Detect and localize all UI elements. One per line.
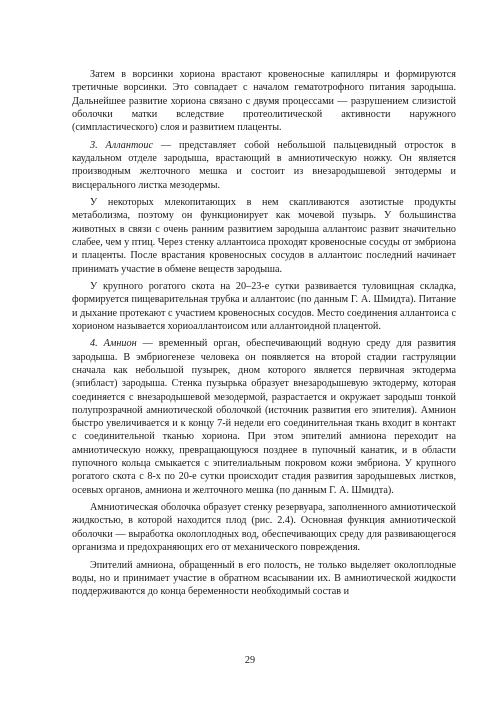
paragraph-text: Затем в ворсинки хориона врастают кровеносные капилляры и формируются третичные ворсинки. Это совпадает с началом гематотрофного питания зародыша. Дальнейшее развитие хориона связано с двумя процессами — разрушением слизистой оболочки матки вследствие протеолитической активности наружного (симпластического) слоя и развитием плаценты. [72,69,456,134]
paragraph-text: У крупного рогатого скота на 20–23-е сутки развивается туловищная складка, формируется пищеварительная трубка и аллантоис (по данным Г. А. Шмидта). Питание и дыхание протекают с участием кровеносных сосудов. Место соединения аллантоиса с хорионом называется хориоаллантоисом или аллантоидной плацентой. [72,281,456,332]
paragraph-text: — представляет собой небольшой пальцевидный отросток в каудальном отделе зародыша, врастающий в амниотическую ножку. Он является производным желточного мешка и состоит из внезародышевой энтодермы и висцерального листка мезодермы. [72,139,456,191]
paragraph-mammals [72,196,456,276]
paragraph-lead: 4. Амнион [90,338,137,350]
paragraph-amnion-epithelium [72,559,456,599]
paragraph-chorion [72,68,456,134]
page-number: 29 [244,655,256,666]
paragraph-amniotic-membrane [72,501,456,554]
paragraph-text: У некоторых млекопитающих в нем скапливаются азотистые продукты метаболизма, поэтому он функционирует как мочевой пузырь. У большинства животных в связи с очень ранним развитием зародыша аллантоис развит значительно слабее, чем у птиц. Через стенку аллантоиса проходят кровеносные сосуды от эмбриона и плаценты. После врастания кровеносных сосудов в аллантоис последний начинает принимать участие в обмене веществ зародыша. [72,197,456,275]
paragraph-lead: 3. Аллантоис [90,139,154,151]
paragraph-cattle [72,280,456,333]
paragraph-text: Амниотическая оболочка образует стенку резервуара, заполненного амниотической жидкостью, в которой находится плод (рис. 2.4). Основная функция амниотической оболочки — выработка околоплодных вод, обеспечивающих среду для развивающегося организма и предохраняющих его от механического повреждения. [72,502,456,554]
paragraph-text: — временный орган, обеспечивающий водную среду для развития зародыша. В эмбриогенезе человека он появляется на второй стадии гаструляции сначала как небольшой пузырек, дном которого является первичная эктодерма (эпибласт) зародыша. Стенка пузырька образует внезародышевую эктодерму, которая соединяется с внезародышевой мезодермой, разрастается и окружает зародыш тонкой полупрозрачной амниотической оболочкой (источник развития его эпителия). Амнион быстро увеличивается и к концу 7-й недели его соединительная ткань входит в контакт с соединительной тканью хориона. При этом эпителий амниона переходит на амниотическую ножку, превращающуюся позднее в пупочный канатик, и в области пупочного кольца смыкается с эпителиальным покровом кожи эмбриона. У крупного рогатого скота с 8-х по 20-е сутки происходит стадия развития зародышевых листков, осевых органов, амниона и желточного мешка (по данным Г. А. Шмидта). [72,338,456,496]
paragraph-allantois [72,139,456,192]
paragraph-amnion [72,337,456,497]
paragraph-text: Эпителий амниона, обращенный в его полость, не только выделяет околоплодные воды, но и принимает участие в обратном всасывании их. В амниотической жидкости поддерживаются до конца беременности необходимый состав и [72,559,456,598]
